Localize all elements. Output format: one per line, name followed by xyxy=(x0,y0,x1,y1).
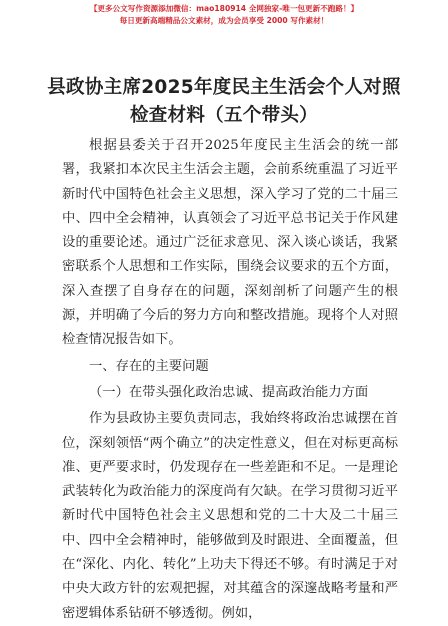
promo-banner xyxy=(0,3,448,27)
promo-banner-line-1: 【更多公文写作资源添加微信：mao180914 全网独家-唯一包更新不跑路！】 xyxy=(89,4,359,13)
document-title: 县政协主席2025年度民主生活会个人对照检查材料（五个带头） xyxy=(47,77,401,126)
promo-banner-line-2: 每日更新高端精品公文素材，成为会员享受 2000 写作素材！ xyxy=(119,16,329,25)
intro-paragraph: 根据县委关于召开2025年度民主生活会的统一部署，我紧扣本次民主生活会主题，会前系统重温了习近平新时代中国特色社会主义思想，深入学习了党的二十届三中、四中全会精神，认真领会了习近平总书记关于作风建设的重要论述。通过广泛征求意见、深入谈心谈话，我紧密联系个人思想和工作实际，围绕会议要求的五个方面，深入查摆了自身存在的问题，深刻剖析了问题产生的根源，并明确了今后的努力方向和整改措施。现将个人对照检查情况报告如下。 xyxy=(62,138,398,348)
section-heading: 一、存在的主要问题 xyxy=(89,358,209,374)
body-paragraph: 作为县政协主要负责同志，我始终将政治忠诚摆在首位，深刻领悟“两个确立”的决定性意义，但在对标更高标准、更严要求时，仍发现存在一些差距和不足。一是理论武装转化为政治能力的深度尚有欠缺。在学习贯彻习近平新时代中国特色社会主义思想和党的二十大及二十届三中、四中全会精神时，能够做到及时跟进、全面覆盖，但在“深化、内化、转化”上功夫下得还不够。有时满足于对中央大政方针的宏观把握，对其蕴含的深邃战略考量和严密逻辑体系钻研不够透彻。例如， xyxy=(62,411,398,621)
subsection-heading: （一）在带头强化政治忠诚、提高政治能力方面 xyxy=(89,384,369,400)
document-body xyxy=(62,134,398,626)
